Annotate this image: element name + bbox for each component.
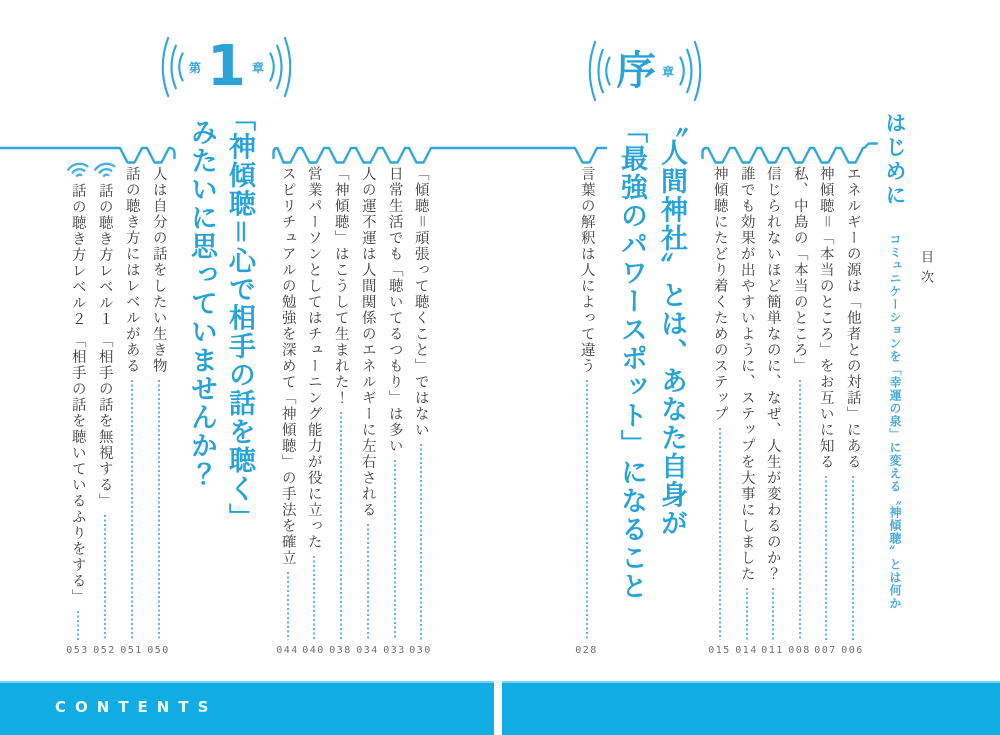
hajimeni-heading: はじめに	[883, 112, 907, 208]
dotted-leader	[158, 380, 160, 640]
page-number: 030	[409, 645, 432, 656]
wifi-level-icon	[92, 158, 118, 180]
toc-entry[interactable]	[407, 166, 434, 656]
chapter-mark-character: 序	[616, 48, 656, 94]
toc-entry-title[interactable]: 神傾聴にたどり着くためのステップ	[711, 166, 728, 422]
toc-entry-title[interactable]: 営業パーソンとしてはチューニング能力が役に立った	[305, 166, 322, 550]
dotted-leader	[77, 611, 79, 640]
toc-entry-title[interactable]: 人の運不運は人間関係のエネルギーに左右される	[359, 166, 376, 518]
chapter-mark-suffix: 章	[251, 60, 264, 75]
footer-bar-right	[502, 681, 1000, 735]
toc-entry[interactable]	[786, 166, 813, 656]
toc-entry-title[interactable]: 人は自分の話をしたい生き物	[150, 166, 167, 374]
toc-entry-title[interactable]: 日常生活でも「聴いてるつもり」は多い	[386, 166, 403, 454]
chapter1-mark	[156, 36, 297, 98]
chapter-mark-number: 1	[207, 34, 246, 99]
dotted-leader	[719, 428, 721, 640]
dotted-leader	[340, 412, 342, 640]
chapter1-title-line2: みたいに思っていませんか？	[186, 118, 217, 489]
toc-entry[interactable]	[812, 166, 839, 656]
toc-entry[interactable]	[354, 166, 381, 656]
toc-entry[interactable]	[839, 166, 866, 656]
chapter-mark-prefix: 第	[189, 60, 202, 75]
toc-entry-title[interactable]: 話の聴き方にはレベルがある	[123, 166, 140, 374]
toc-entry-title[interactable]: スピリチュアルの勉強を深めて「神傾聴」の手法を確立	[279, 166, 296, 566]
wifi-level-icon	[65, 158, 91, 180]
toc-entry[interactable]	[573, 166, 600, 656]
dotted-leader	[104, 515, 106, 640]
mokuji-label: 目次	[918, 250, 933, 290]
page-number: 044	[276, 645, 299, 656]
page-number: 053	[66, 645, 89, 656]
dotted-leader	[313, 556, 315, 640]
toc-entry[interactable]	[118, 166, 145, 656]
prologue-title-line1: 〝人間神社〟とは、あなた自身が	[656, 110, 687, 538]
page-number: 015	[708, 645, 731, 656]
page-number: 014	[735, 645, 758, 656]
toc-entry[interactable]	[300, 166, 327, 656]
toc-entry[interactable]	[145, 166, 172, 656]
contents-label: CONTENTS	[55, 698, 218, 716]
toc-entry-title[interactable]: 誰でも効果が出やすいように、ステップを大事にしました	[738, 166, 755, 582]
page-number: 038	[329, 645, 352, 656]
page-number: 028	[575, 645, 598, 656]
dotted-leader	[394, 460, 396, 640]
page-number: 040	[302, 645, 325, 656]
toc-entry-title[interactable]: 言葉の解釈は人によって違う	[578, 166, 595, 374]
hajimeni-subtitle: コミュニケーションを「幸運の泉」に変える〝神傾聴〟とは何か	[888, 233, 902, 611]
prologue-title-line2: 「最強のパワースポット」になること	[616, 116, 647, 601]
toc-entry-title[interactable]: 「神傾聴」はこうして生まれた！	[332, 166, 349, 406]
dotted-leader	[772, 588, 774, 640]
prologue-chapter-mark	[583, 40, 707, 102]
page-number: 011	[761, 645, 784, 656]
toc-entry[interactable]	[64, 158, 91, 656]
toc-entry-title[interactable]: 話の聴き方レベル２ 「相手の話を聴いているふりをする」	[69, 183, 86, 606]
toc-entry[interactable]	[706, 166, 733, 656]
dotted-leader	[746, 588, 748, 640]
toc-entry[interactable]	[381, 166, 408, 656]
dotted-leader	[825, 476, 827, 640]
radio-waves-right-icon	[677, 40, 707, 102]
toc-entry[interactable]	[759, 166, 786, 656]
dotted-leader	[287, 572, 289, 640]
page-number: 008	[788, 645, 811, 656]
toc-entry[interactable]	[91, 158, 118, 656]
radio-waves-left-icon	[583, 40, 613, 102]
toc-entry[interactable]	[274, 166, 301, 656]
dotted-leader	[420, 444, 422, 640]
hajimeni-heading-column	[884, 112, 905, 610]
toc-entry[interactable]	[327, 166, 354, 656]
toc-entry-title[interactable]: エネルギーの源は「他者との対話」にある	[844, 166, 861, 470]
dotted-leader	[799, 380, 801, 640]
toc-entry-title[interactable]: 話の聴き方レベル１ 「相手の話を無視する」	[96, 183, 113, 510]
radio-waves-left-icon	[156, 36, 186, 98]
page-number: 050	[147, 645, 170, 656]
toc-entry-title[interactable]: 信じられないほど簡単なのに、なぜ、人生が変わるのか？	[764, 166, 781, 582]
page-number: 052	[93, 645, 116, 656]
radio-waves-right-icon	[267, 36, 297, 98]
chapter1-title-line1: 「神傾聴＝心で相手の話を聴く」	[224, 104, 255, 532]
page-number: 034	[356, 645, 379, 656]
toc-entry[interactable]	[733, 166, 760, 656]
page-number: 006	[841, 645, 864, 656]
page-number: 033	[383, 645, 406, 656]
dotted-leader	[367, 524, 369, 640]
page-number: 007	[814, 645, 837, 656]
dotted-leader	[131, 380, 133, 640]
dotted-leader	[852, 476, 854, 640]
toc-entry-title[interactable]: 私、中島の「本当のところ」	[791, 166, 808, 374]
dotted-leader	[586, 380, 588, 640]
page-number: 051	[120, 645, 143, 656]
toc-entry-title[interactable]: 神傾聴＝「本当のところ」をお互いに知る	[817, 166, 834, 470]
toc-entry-title[interactable]: 「傾聴＝頑張って聴くこと」ではない	[412, 166, 429, 438]
chapter-mark-suffix: 章	[662, 64, 675, 79]
